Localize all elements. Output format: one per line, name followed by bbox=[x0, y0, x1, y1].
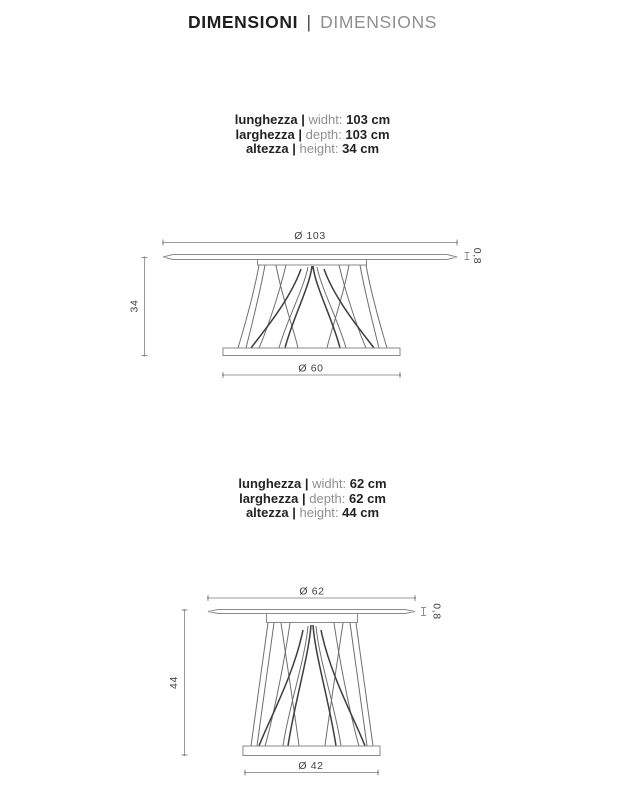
spec-separator: | bbox=[298, 126, 302, 142]
table-drawing-2 bbox=[168, 586, 443, 776]
spec-value: 44 cm bbox=[342, 505, 380, 520]
spec-value: 103 cm bbox=[346, 112, 391, 127]
dim-base-diameter-2 bbox=[244, 760, 379, 776]
spec-label-it: larghezza bbox=[235, 126, 295, 142]
spec-label-it: lunghezza bbox=[238, 476, 302, 491]
dim-label-height-1: 34 bbox=[128, 299, 141, 313]
tabletop-1 bbox=[163, 255, 457, 260]
spec-separator: | bbox=[304, 476, 309, 491]
page-title-english: DIMENSIONS bbox=[320, 12, 437, 32]
dim-label-thickness-2: 0,8 bbox=[430, 603, 443, 620]
spec-label-it: lunghezza bbox=[234, 112, 298, 127]
spec-label-it: altezza bbox=[245, 141, 289, 156]
spec-separator: | bbox=[301, 112, 305, 127]
dim-top-diameter-2 bbox=[207, 586, 416, 602]
spec-label-en: height: bbox=[299, 505, 339, 520]
dim-label-base-diameter-2: Ø 42 bbox=[298, 760, 324, 772]
dim-label-base-diameter-1: Ø 60 bbox=[298, 362, 324, 375]
collar-1 bbox=[258, 260, 367, 266]
spec-label-it: altezza bbox=[245, 505, 289, 520]
dim-label-top-diameter-2: Ø 62 bbox=[299, 585, 325, 598]
dim-label-top-diameter-1: Ø 103 bbox=[294, 230, 326, 242]
spec-value: 103 cm bbox=[345, 126, 390, 142]
base-plate-1 bbox=[223, 348, 400, 356]
dim-height-2 bbox=[168, 609, 188, 756]
dim-base-diameter-1 bbox=[222, 363, 401, 379]
spec-label-en: depth: bbox=[305, 126, 342, 142]
legs-1 bbox=[238, 265, 387, 348]
spec-value: 62 cm bbox=[349, 476, 387, 491]
dim-thickness-2 bbox=[421, 603, 443, 619]
legs-2 bbox=[251, 623, 373, 746]
base-plate-2 bbox=[243, 746, 380, 756]
dim-label-height-2: 44 bbox=[168, 676, 180, 689]
spec-value: 62 cm bbox=[349, 490, 386, 506]
spec-value: 34 cm bbox=[342, 141, 380, 156]
dim-top-diameter-1 bbox=[162, 230, 458, 246]
spec-label-en: widht: bbox=[312, 476, 347, 491]
spec-label-en: depth: bbox=[309, 490, 346, 506]
title-separator: | bbox=[306, 12, 312, 32]
tabletop-2 bbox=[208, 610, 415, 614]
collar-2 bbox=[267, 614, 358, 623]
dim-height-1 bbox=[129, 256, 148, 356]
dim-thickness-1 bbox=[465, 248, 484, 264]
spec-separator: | bbox=[292, 141, 296, 156]
dim-label-thickness-1: 0,8 bbox=[471, 247, 483, 265]
spec-label-it: larghezza bbox=[239, 490, 299, 506]
table-drawing-1 bbox=[129, 230, 484, 378]
spec-separator: | bbox=[292, 505, 296, 520]
spec-label-en: height: bbox=[299, 141, 339, 156]
page-title-italian: DIMENSIONI bbox=[188, 12, 299, 32]
spec-separator: | bbox=[301, 490, 306, 506]
spec-label-en: widht: bbox=[308, 112, 343, 127]
